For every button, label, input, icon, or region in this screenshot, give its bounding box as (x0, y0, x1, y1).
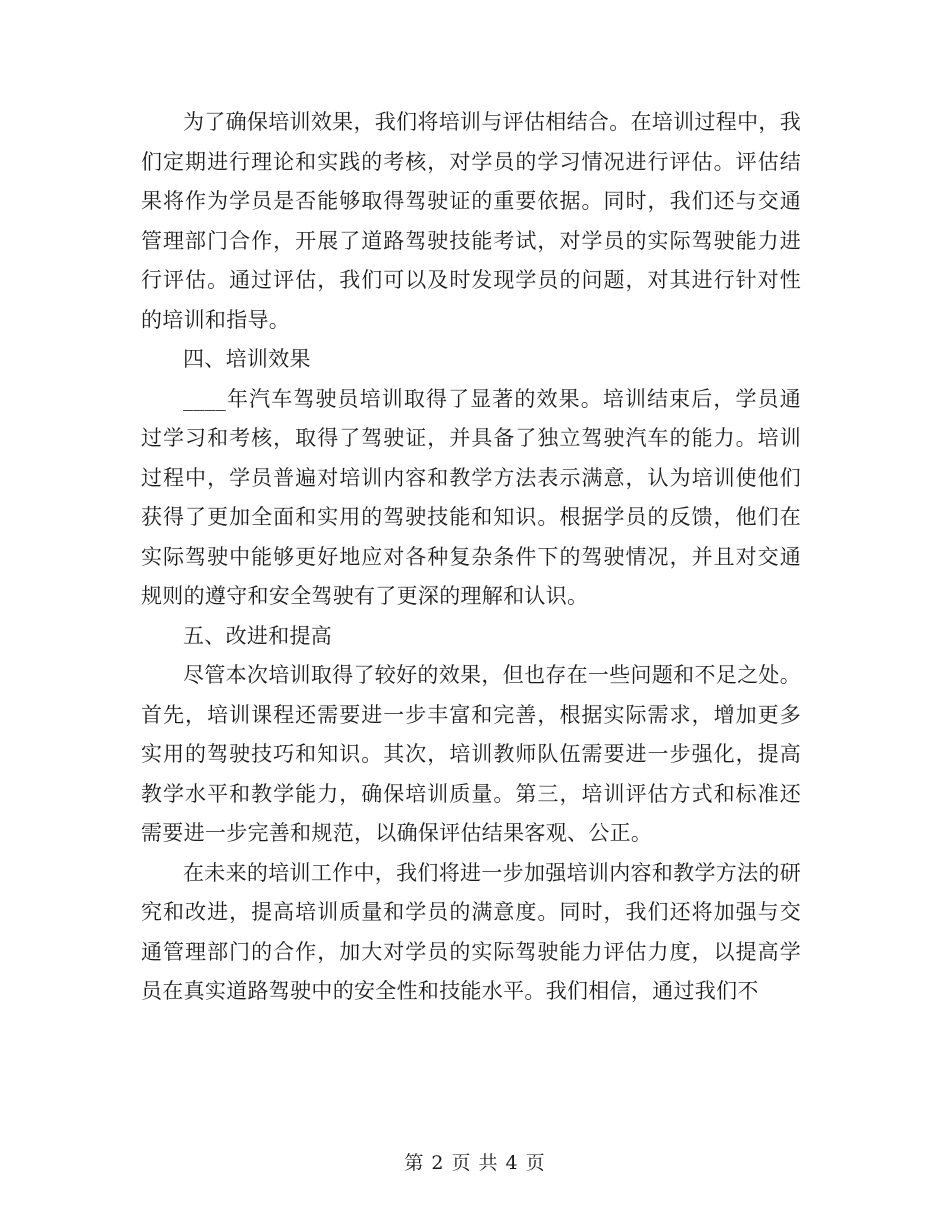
paragraph-training-results: ____年汽车驾驶员培训取得了显著的效果。培训结束后，学员通过学习和考核，取得了驾驶证，并具备了独立驾驶汽车的能力。培训过程中，学员普遍对培训内容和教学方法表示满意，认为培训使他们获得了更加全面和实用的驾驶技能和知识。根据学员的反馈，他们在实际驾驶中能够更好地应对各种复杂条件下的驾驶情况，并且对交通规则的遵守和安全驾驶有了更深的理解和认识。 (141, 386, 801, 608)
page-number-footer: 第 2 页 共 4 页 (404, 1152, 546, 1174)
section-heading-training-results: 四、培训效果 (183, 347, 311, 371)
section-heading-improvement: 五、改进和提高 (183, 623, 333, 648)
paragraph-problems: 尽管本次培训取得了较好的效果，但也存在一些问题和不足之处。首先，培训课程还需要进一步丰富和完善，根据实际需求，增加更多实用的驾驶技巧和知识。其次，培训教师队伍需要进一步强化，提高教学水平和教学能力，确保培训质量。第三，培训评估方式和标准还需要进一步完善和规范，以确保评估结果客观、公正。 (141, 663, 801, 845)
paragraph-future-work: 在未来的培训工作中，我们将进一步加强培训内容和教学方法的研究和改进，提高培训质量和学员的满意度。同时，我们还将加强与交通管理部门的合作，加大对学员的实际驾驶能力评估力度，以提高学员在真实道路驾驶中的安全性和技能水平。我们相信，通过我们不 (141, 860, 801, 1003)
paragraph-evaluation: 为了确保培训效果，我们将培训与评估相结合。在培训过程中，我们定期进行理论和实践的考核，对学员的学习情况进行评估。评估结果将作为学员是否能够取得驾驶证的重要依据。同时，我们还与交通管理部门合作，开展了道路驾驶技能考试，对学员的实际驾驶能力进行评估。通过评估，我们可以及时发现学员的问题，对其进行针对性的培训和指导。 (141, 110, 801, 332)
document-body (141, 103, 801, 1012)
